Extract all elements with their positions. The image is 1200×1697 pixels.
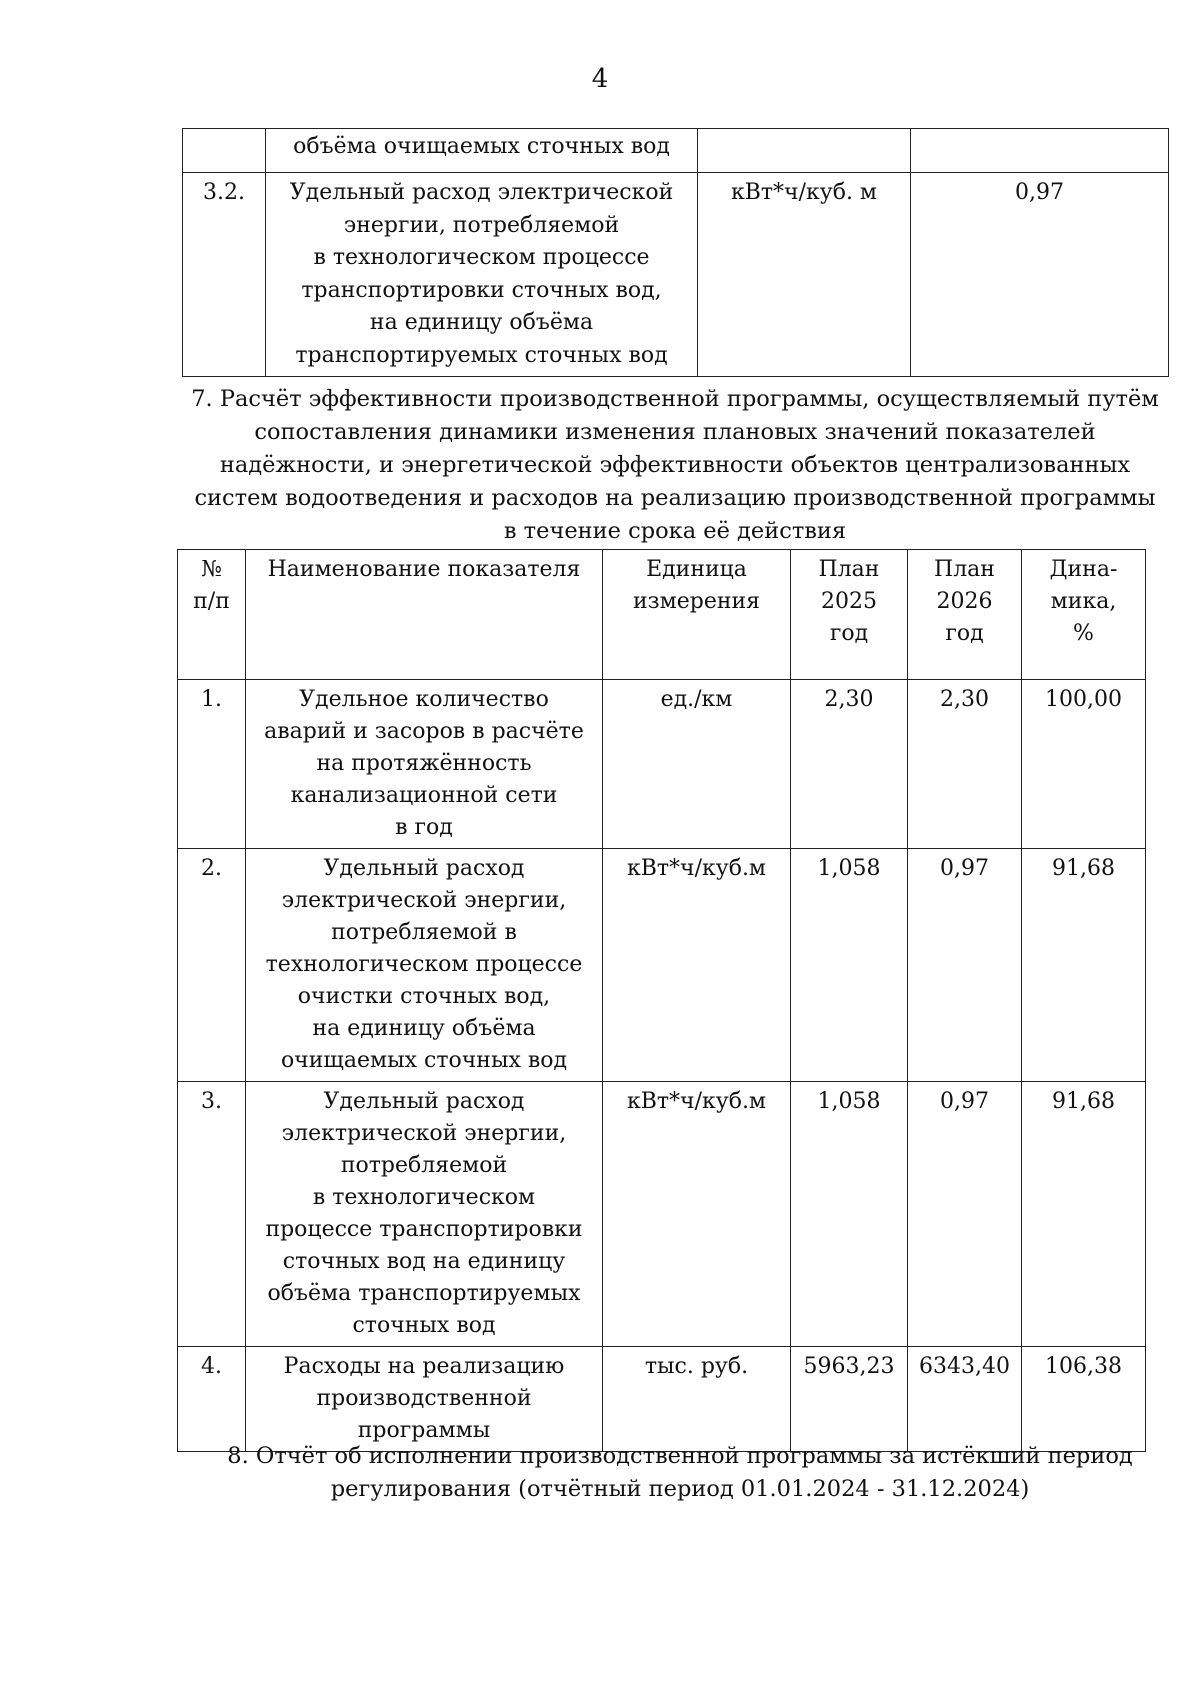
indicator-name: [266, 173, 698, 377]
name-line: в год: [395, 815, 453, 840]
table-row: [183, 129, 1169, 173]
table-row: [178, 849, 1146, 1082]
heading-line: регулирования (отчётный период 01.01.2024 - 31.12.2024): [330, 1476, 1030, 1502]
indicator-name: [246, 1347, 603, 1452]
header-line: год: [829, 621, 869, 646]
name-line: технологическом процессе: [265, 952, 583, 977]
dynamics-cell: 100,00: [1022, 680, 1146, 849]
header-unit: [603, 550, 791, 680]
header-line: п/п: [193, 589, 230, 614]
plan-2025-cell: 2,30: [791, 680, 908, 849]
unit-cell: кВт*ч/куб. м: [698, 173, 911, 377]
name-line: программы: [357, 1418, 491, 1443]
name-line: процессе транспортировки: [265, 1217, 583, 1242]
table-row: [178, 680, 1146, 849]
row-num: 3.2.: [183, 173, 266, 377]
dynamics-cell: 106,38: [1022, 1347, 1146, 1452]
name-line: электрической энергии,: [281, 1121, 567, 1146]
heading-line: сопоставления динамики изменения плановых значений показателей: [254, 419, 1096, 445]
indicator-name: объёма очищаемых сточных вод: [266, 129, 698, 173]
name-line: в технологическом процессе: [313, 245, 650, 270]
top-table: [182, 128, 1169, 377]
unit-cell: ед./км: [603, 680, 791, 849]
name-line: сточных вод: [352, 1313, 496, 1338]
header-plan-2026: [908, 550, 1022, 680]
header-line: План: [934, 557, 995, 582]
plan-2026-cell: 0,97: [908, 1082, 1022, 1347]
section-8-heading: [210, 1440, 1150, 1506]
name-line: производственной: [316, 1386, 532, 1411]
header-line: год: [945, 621, 984, 646]
header-num: [178, 550, 246, 680]
indicator-name: [246, 849, 603, 1082]
name-line: Удельный расход: [323, 1089, 525, 1114]
header-line: Единица: [646, 557, 747, 582]
header-dynamics: [1022, 550, 1146, 680]
name-line: Расходы на реализацию: [283, 1354, 565, 1379]
name-line: на протяжённость: [316, 751, 532, 776]
name-line: канализационной сети: [290, 783, 558, 808]
name-line: очищаемых сточных вод: [280, 1048, 568, 1073]
row-num: 3.: [178, 1082, 246, 1347]
name-line: транспортировки сточных вод,: [301, 277, 662, 303]
header-line: %: [1073, 621, 1094, 646]
name-line: энергии, потребляемой: [343, 212, 620, 238]
name-line: транспортируемых сточных вод: [295, 342, 668, 368]
heading-line: 8. Отчёт об исполнении производственной программы за истёкший период: [227, 1443, 1133, 1469]
header-line: мика,: [1050, 589, 1117, 614]
name-line: в технологическом: [312, 1185, 536, 1210]
value-cell: 0,97: [911, 173, 1169, 377]
heading-line: 7. Расчёт эффективности производственной программы, осуществляемый путём: [191, 386, 1159, 412]
section-7-heading: [180, 383, 1170, 548]
name-line: электрической энергии,: [281, 888, 567, 913]
page-number: 4: [591, 64, 609, 94]
name-line: очистки сточных вод,: [297, 984, 551, 1009]
header-name: Наименование показателя: [246, 550, 603, 680]
plan-2025-cell: 1,058: [791, 849, 908, 1082]
unit-cell: тыс. руб.: [603, 1347, 791, 1452]
header-line: 2025: [821, 589, 877, 614]
table-row: [178, 1082, 1146, 1347]
value-cell: [911, 129, 1169, 173]
name-line: потребляемой: [340, 1153, 508, 1178]
name-line: Удельный расход: [323, 856, 525, 881]
name-line: аварий и засоров в расчёте: [264, 719, 584, 744]
heading-line: надёжности, и энергетической эффективности объектов централизованных: [219, 452, 1131, 478]
heading-line: систем водоотведения и расходов на реализацию производственной программы: [194, 485, 1156, 511]
row-num: 1.: [178, 680, 246, 849]
indicator-name: [246, 1082, 603, 1347]
name-line: потребляемой в: [331, 920, 517, 945]
dynamics-cell: 91,68: [1022, 1082, 1146, 1347]
plan-2026-cell: 0,97: [908, 849, 1022, 1082]
table-row: [183, 173, 1169, 377]
header-line: №: [201, 557, 222, 582]
heading-line: в течение срока её действия: [503, 518, 847, 544]
unit-cell: [698, 129, 911, 173]
header-line: План: [818, 557, 880, 582]
name-line: объёма транспортируемых: [267, 1281, 581, 1306]
indicator-name: [246, 680, 603, 849]
name-line: Удельное количество: [299, 687, 549, 712]
dynamics-cell: 91,68: [1022, 849, 1146, 1082]
name-line: Удельный расход электрической: [289, 180, 674, 205]
row-num: [183, 129, 266, 173]
header-line: 2026: [936, 589, 993, 614]
header-line: измерения: [632, 589, 761, 614]
header-plan-2025: [791, 550, 908, 680]
table-row: [178, 1347, 1146, 1452]
plan-2025-cell: 5963,23: [791, 1347, 908, 1452]
unit-cell: кВт*ч/куб.м: [603, 1082, 791, 1347]
row-num: 4.: [178, 1347, 246, 1452]
plan-2026-cell: 2,30: [908, 680, 1022, 849]
plan-2025-cell: 1,058: [791, 1082, 908, 1347]
name-line: сточных вод на единицу: [282, 1249, 566, 1274]
unit-cell: кВт*ч/куб.м: [603, 849, 791, 1082]
header-line: Дина-: [1049, 557, 1118, 582]
table-header-row: [178, 550, 1146, 680]
plan-2026-cell: 6343,40: [908, 1347, 1022, 1452]
name-line: на единицу объёма: [369, 310, 594, 335]
efficiency-table: [177, 549, 1146, 1452]
row-num: 2.: [178, 849, 246, 1082]
name-line: на единицу объёма: [312, 1016, 536, 1041]
